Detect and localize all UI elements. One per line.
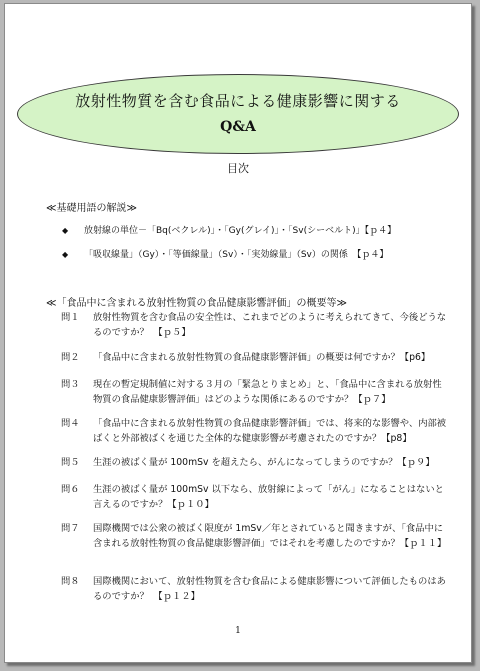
question-text: 「食品中に含まれる放射性物質の食品健康影響評価」の概要は何ですか？【p6】 bbox=[93, 352, 431, 363]
title-banner bbox=[17, 74, 459, 154]
list-item bbox=[62, 223, 396, 236]
question-item bbox=[61, 377, 449, 407]
question-item bbox=[61, 574, 449, 604]
document-page bbox=[4, 3, 472, 663]
document-subtitle: Q&A bbox=[220, 119, 256, 135]
section-heading-overview: ≪「食品中に含まれる放射性物質の食品健康影響評価」の概要等≫ bbox=[46, 298, 347, 309]
question-number: 問５ bbox=[61, 457, 80, 468]
bullet-text: 「吸収線量」（Gy）・「等価線量」（Sv）・「実効線量」（Sv）の関係 【ｐ４】 bbox=[84, 250, 389, 260]
question-item bbox=[61, 310, 449, 340]
question-number: 問３ bbox=[61, 379, 80, 390]
bullet-text: 放射線の単位－「Bq(ベクレル)」・「Gy(グレイ)」・「Sv(シーベルト)」【ｐ４】 bbox=[84, 226, 397, 236]
diamond-bullet-icon: ◆ bbox=[62, 226, 69, 235]
question-text: 国際機関において、放射性物質を含む食品による健康影響について評価したものはあるのですか？ 【ｐ１２】 bbox=[93, 576, 446, 602]
list-item bbox=[62, 247, 388, 260]
question-item bbox=[61, 455, 449, 470]
question-text: 放射性物質を含む食品の安全性は、これまでどのように考えられてきて、今後どうなるのですか？ 【ｐ５】 bbox=[93, 312, 447, 338]
toc-label: 目次 bbox=[227, 162, 249, 175]
question-item bbox=[61, 416, 449, 446]
question-text: 生涯の被ばく量が 100mSv を超えたら、がんになってしまうのですか？【ｐ９】 bbox=[93, 457, 435, 468]
question-text: 「食品中に含まれる放射性物質の食品健康影響評価」では、将来的な影響や、内部被ばくと外部被ばくを通じた全体的な健康影響が考慮されたのですか？【p8】 bbox=[93, 418, 447, 444]
diamond-bullet-icon: ◆ bbox=[62, 250, 69, 259]
page-number: 1 bbox=[235, 626, 241, 636]
question-text: 生涯の被ばく量が 100mSv 以下なら、放射線によって「がん」になることはないと言えるのですか？【ｐ１０】 bbox=[93, 484, 444, 510]
question-number: 問４ bbox=[61, 418, 80, 429]
question-item bbox=[61, 482, 449, 512]
question-number: 問２ bbox=[61, 352, 80, 363]
question-number: 問１ bbox=[61, 312, 80, 323]
question-number: 問８ bbox=[61, 576, 80, 587]
question-item bbox=[61, 350, 449, 365]
document-title: 放射性物質を含む食品による健康影響に関する bbox=[75, 92, 401, 110]
question-number: 問６ bbox=[61, 484, 80, 495]
question-number: 問７ bbox=[61, 523, 80, 534]
question-text: 国際機関では公衆の被ばく限度が 1mSv／年とされていると聞きますが、「食品中に含まれる放射性物質の食品健康影響評価」ではそれを考慮したのですか？【ｐ１１】 bbox=[93, 523, 447, 549]
question-text: 現在の暫定規制値に対する３月の「緊急とりまとめ」と、「食品中に含まれる放射性物質の食品健康影響評価」はどのような関係にあるのですか？【ｐ７】 bbox=[93, 379, 442, 405]
question-item bbox=[61, 521, 449, 551]
section-heading-basic-terms: ≪基礎用語の解説≫ bbox=[46, 203, 137, 214]
